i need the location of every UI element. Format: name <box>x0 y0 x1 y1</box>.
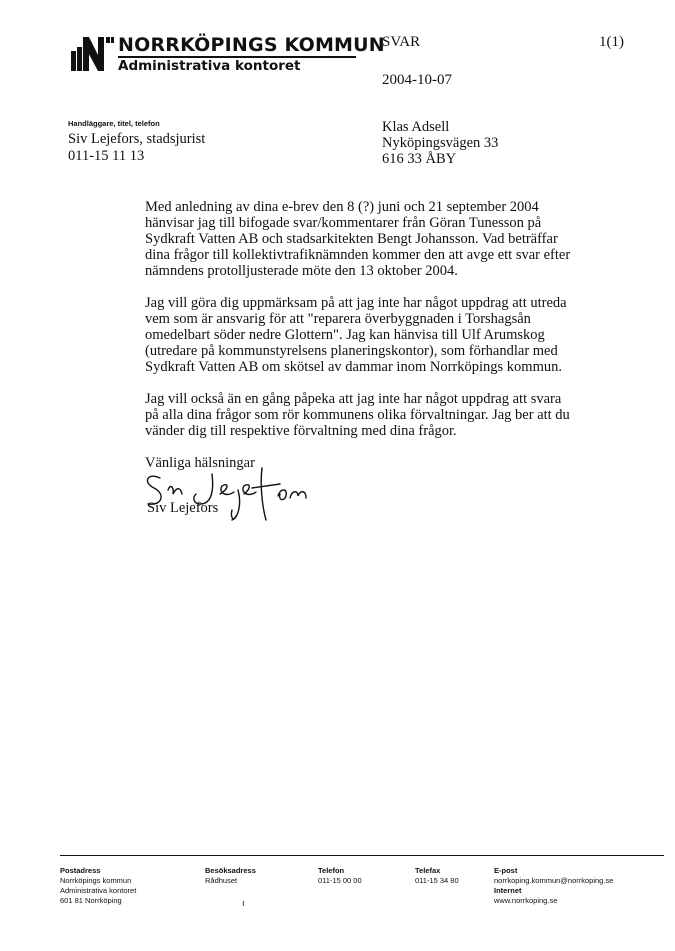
footer-line: 011-15 00 00 <box>318 876 362 885</box>
footer-besoksadress <box>205 866 256 886</box>
footer-label: Telefon <box>318 866 345 875</box>
footer-line: Administrativa kontoret <box>60 886 137 895</box>
footer-divider <box>60 855 664 856</box>
recipient-name: Klas Adsell <box>382 119 450 135</box>
handler-phone: 011-15 11 13 <box>68 148 145 164</box>
handler-label: Handläggare, titel, telefon <box>68 119 160 128</box>
handler-name: Siv Lejefors, stadsjurist <box>68 131 206 147</box>
footer-label: Telefax <box>415 866 441 875</box>
footer-label: Postadress <box>60 866 101 875</box>
footer-telefax <box>415 866 459 886</box>
footer-line: Rådhuset <box>205 876 238 885</box>
recipient-city: 616 33 ÅBY <box>382 151 457 167</box>
municipality-logo <box>70 33 385 74</box>
footer-line: Norrköpings kommun <box>60 876 132 885</box>
letter-body <box>145 199 575 487</box>
signer-name: Siv Lejefors <box>147 500 219 516</box>
footer-line: 011-15 34 80 <box>415 876 459 885</box>
document-type: SVAR <box>382 34 421 50</box>
footer-telefon <box>318 866 362 886</box>
body-paragraph: Jag vill också än en gång påpeka att jag inte har något uppdrag att svara på alla dina frågor som rör kommunens olika förvaltningar. Jag ber att du vänder dig till respektive förvaltning med dina frågor. <box>145 391 570 439</box>
closing-greeting: Vänliga hälsningar <box>145 455 255 471</box>
footer-postadress <box>60 866 136 906</box>
footer-line: 601 81 Norrköping <box>60 896 122 905</box>
document-date: 2004-10-07 <box>382 72 452 88</box>
body-paragraph: Med anledning av dina e-brev den 8 (?) juni och 21 september 2004 hänvisar jag till bifogade svar/kommentarer från Göran Tunesson på Sydkraft Vatten AB och stadsarkitekten Bengt Johansson. Vad beträffar dina frågor till kollektivtrafiknämnden kommer den att avge ett svar efter nämndens protolljusterade möte den 13 oktober 2004. <box>145 199 571 279</box>
logo-department: Administrativa kontoret <box>118 58 301 74</box>
recipient-street: Nyköpingsvägen 33 <box>382 135 499 151</box>
logo-mark-icon <box>70 33 116 73</box>
website-link[interactable]: www.norrkoping.se <box>494 896 558 905</box>
footer-label: Besöksadress <box>205 866 256 875</box>
body-paragraph: Jag vill göra dig uppmärksam på att jag inte har något uppdrag att utreda vem som är ansvarig för att "reparera överbyggnaden i Torshagsån omedelbart söder nedre Glottern". Jag kan hänvisa till Ulf Arumskog (utredare på kommunstyrelsens planeringskontor), som förhandlar med Sydkraft Vatten AB om skötsel av dammar inom Norrköpings kommun. <box>145 295 567 375</box>
footer-epost <box>494 866 613 906</box>
scan-mark: ı <box>242 898 245 908</box>
logo-name: NORRKÖPINGS KOMMUN <box>118 34 385 56</box>
footer-label: E-post <box>494 866 518 875</box>
footer-label: Internet <box>494 886 522 895</box>
email-link[interactable]: norrkoping.kommun@norrkoping.se <box>494 876 614 885</box>
page-number: 1(1) <box>599 34 624 50</box>
